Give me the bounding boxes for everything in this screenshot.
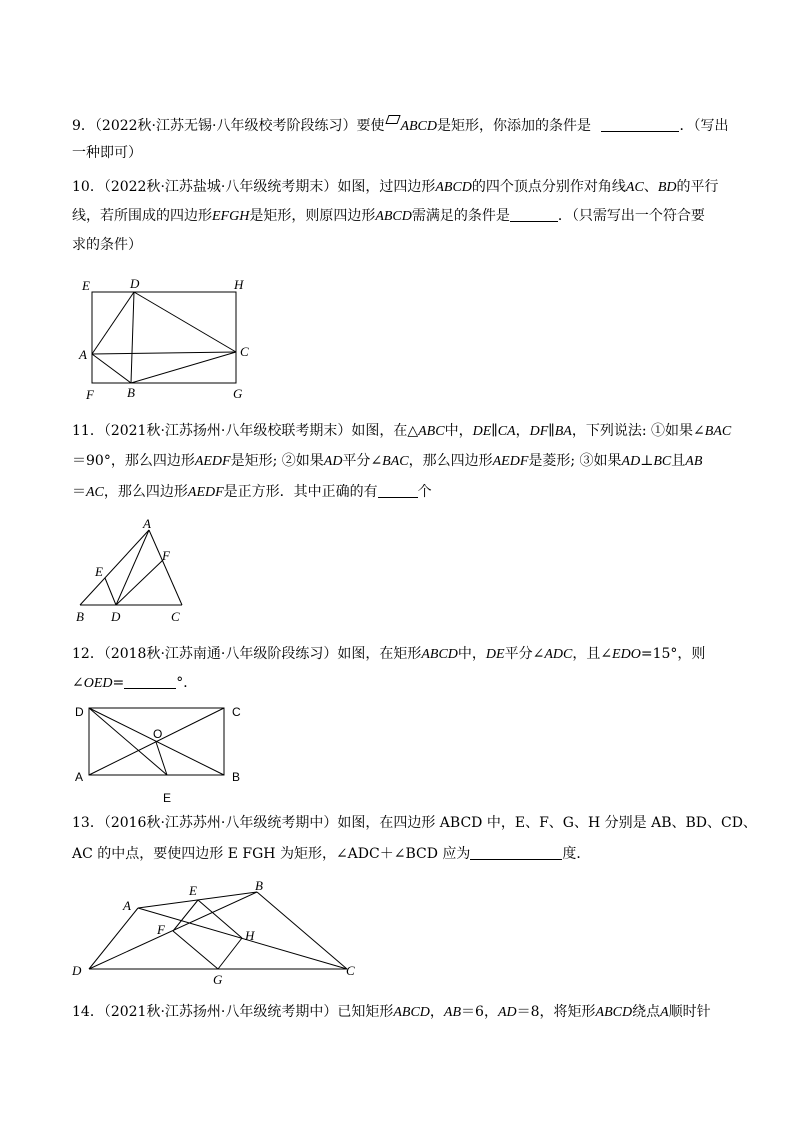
rect-efgh (92, 292, 236, 383)
diagonal-bd (131, 292, 134, 383)
q13-line2-b: 度． (562, 846, 591, 862)
q9-text-a: 要使 (356, 118, 385, 134)
label-c: C (232, 705, 241, 719)
q10-text-c: 的平行 (676, 179, 719, 195)
segment-ba (80, 530, 149, 605)
q11-text-a: 如图，在 (351, 423, 408, 439)
q11-ba: BA (554, 424, 572, 439)
q11-angle-bac: ∠BAC (693, 424, 732, 439)
segment-ac (149, 530, 182, 605)
q11-line2-d: ，那么四边形 (408, 453, 493, 469)
q10-name1: ABCD (435, 180, 472, 195)
q11-line2-b: 是矩形; ②如果 (230, 453, 324, 469)
q12-answer-blank[interactable] (124, 674, 176, 689)
q11-source: （2021秋·江苏扬州·八年级校联考期末） (103, 423, 352, 439)
q14-eq1: ＝6， (461, 1004, 498, 1020)
q12-figure-svg (72, 702, 252, 806)
q10-line-1 (72, 177, 722, 198)
q9-line2: 一种即可） (72, 145, 142, 161)
q14-text-a: 已知矩形 (337, 1004, 394, 1020)
label-c: C (240, 344, 249, 359)
label-b: B (127, 385, 135, 400)
q9-number: 9． (72, 118, 95, 134)
q10-bd: BD (657, 180, 677, 195)
label-b: B (255, 878, 263, 893)
q14-line-1 (72, 1002, 722, 1023)
segment-ef (173, 900, 198, 931)
q14-name1: ABCD (393, 1005, 430, 1020)
q11-aedf3: AEDF (187, 485, 224, 500)
label-e: E (82, 278, 90, 293)
q11-ac: AC (86, 485, 104, 500)
diagonal-ac (92, 352, 236, 354)
q11-angle-bac2: ∠BAC (370, 454, 409, 469)
label-d: D (111, 609, 121, 624)
q14-ad: AD (497, 1005, 517, 1020)
q11-line2-f: 且 (671, 453, 686, 469)
label-g: G (213, 972, 223, 987)
q13-answer-blank[interactable] (470, 845, 562, 860)
q12-name: ABCD (421, 647, 458, 662)
q10-line2-b: 是矩形，则原四边形 (249, 208, 376, 224)
q12-line-2 (72, 673, 722, 694)
q11-answer-blank[interactable] (378, 483, 418, 498)
q11-aedf1: AEDF (194, 454, 231, 469)
q11-par1: ∥ (491, 423, 498, 439)
q12-angle-oed: ∠OED (72, 676, 113, 691)
q14-ab: AB (443, 1005, 462, 1020)
q10-text-a: 如图，过四边形 (337, 179, 436, 195)
q11-line3-d: 个 (417, 484, 432, 500)
q13-figure (68, 878, 368, 990)
segment-cb (131, 352, 236, 383)
q11-line-3 (72, 482, 722, 503)
q12-text-c: 平分 (504, 646, 533, 662)
q12-line-1 (72, 644, 722, 665)
label-f: F (86, 387, 94, 402)
q11-line3-a: ＝ (72, 484, 86, 500)
q9-name: ABCD (400, 119, 438, 134)
label-c: C (171, 609, 180, 624)
q14-eq2: ＝8，将矩形 (516, 1004, 596, 1020)
q10-figure (70, 272, 270, 404)
q13-line-2 (72, 844, 722, 864)
q11-de: DE (472, 424, 492, 439)
q12-angle-adc: ∠ADC (532, 647, 573, 662)
q11-comma: ， (515, 423, 530, 439)
label-a: A (75, 770, 84, 784)
q11-figure (70, 515, 200, 627)
q11-line-2 (72, 451, 722, 472)
segment-dc (134, 292, 236, 352)
q11-par2: ∥ (548, 423, 555, 439)
q11-line3-c: 是正方形．其中正确的有 (223, 484, 378, 500)
segment-da (89, 908, 138, 969)
q10-text-b: 的四个顶点分别作对角线 (471, 179, 626, 195)
label-e: E (95, 564, 103, 579)
q14-a: A (660, 1005, 669, 1020)
q9-text-c: ．（写出 (679, 118, 729, 134)
q11-text-c: ，下列说法: ①如果 (571, 423, 694, 439)
q13-text-a: 如图，在四边形 ABCD 中，E、F、G、H 分别是 AB、BD、CD、 (337, 815, 757, 831)
label-b: B (232, 770, 241, 784)
q11-number: 11． (72, 423, 104, 439)
q12-de: DE (485, 647, 505, 662)
q11-df: DF (529, 424, 549, 439)
parallelogram-icon (386, 115, 401, 124)
q12-eq: = (112, 675, 125, 691)
label-a: A (79, 347, 87, 362)
segment-de (89, 708, 167, 775)
q11-text-b: 中， (444, 423, 473, 439)
label-a: A (123, 898, 131, 913)
label-h: H (234, 277, 244, 292)
diagonal-ac (138, 908, 347, 969)
q14-name2: ABCD (595, 1005, 633, 1020)
q10-line3: 求的条件） (72, 237, 142, 253)
q12-text-e: =15°，则 (640, 646, 706, 662)
q11-line2-c: 平分 (342, 453, 371, 469)
q11-aedf2: AEDF (492, 454, 529, 469)
q11-ab: AB (685, 454, 703, 469)
label-f: F (162, 548, 170, 563)
q13-number: 13． (72, 815, 104, 831)
q10-sep: 、 (643, 179, 658, 195)
q14-comma1: ， (429, 1004, 444, 1020)
q11-line2-e: 是菱形; ③如果 (528, 453, 622, 469)
segment-gh (218, 938, 242, 969)
q10-line-3 (72, 235, 722, 255)
q10-ac: AC (625, 180, 644, 195)
label-b: B (76, 609, 84, 624)
q10-name2: ABCD (375, 209, 412, 224)
q10-line2-a: 线，若所围成的四边形 (72, 208, 212, 224)
label-g: G (233, 386, 243, 401)
q11-line3-b: ，那么四边形 (103, 484, 188, 500)
q9-answer-blank[interactable] (601, 117, 679, 132)
label-a: A (143, 516, 151, 531)
q10-source: （2022秋·江苏盐城·八年级统考期末） (103, 179, 338, 195)
q14-source: （2021秋·江苏扬州·八年级统考期中） (103, 1004, 338, 1020)
q10-answer-blank[interactable] (510, 207, 558, 222)
label-d: D (130, 276, 140, 291)
q9-text-b: 是矩形，你添加的条件是 (437, 118, 592, 134)
q12-angle-edo: ∠EDO (600, 647, 641, 662)
label-e: E (189, 883, 197, 898)
q11-tri: △ABC (407, 424, 445, 439)
segment-ad (116, 530, 149, 605)
q12-text-b: 中， (457, 646, 486, 662)
q10-line2-d: ．（只需写出一个符合要 (557, 208, 705, 224)
label-h: H (245, 928, 255, 943)
q14-text-b: 绕点 (632, 1004, 661, 1020)
label-d: D (72, 963, 82, 978)
q12-text-a: 如图，在矩形 (337, 646, 422, 662)
q12-number: 12． (72, 646, 104, 662)
q11-adbc: AD⊥BC (621, 454, 672, 469)
q11-line-1 (72, 421, 732, 442)
segment-ad (92, 292, 134, 354)
q9-source: （2022秋·江苏无锡·八年级校考阶段练习） (94, 118, 357, 134)
q10-line2-c: 需满足的条件是 (411, 208, 510, 224)
q12-source: （2018秋·江苏南通·八年级阶段练习） (103, 646, 338, 662)
label-e: E (163, 791, 172, 805)
label-f: F (157, 922, 165, 937)
q9-line-1 (72, 115, 729, 137)
label-d: D (75, 705, 84, 719)
label-c: C (346, 963, 355, 978)
q11-figure-svg (70, 515, 200, 627)
q10-figure-svg (70, 272, 270, 404)
q14-number: 14． (72, 1004, 104, 1020)
q12-text-d: ，且 (572, 646, 601, 662)
q10-efgh: EFGH (212, 209, 250, 224)
q14-text-c: 顺时针 (668, 1004, 711, 1020)
segment-de (105, 578, 116, 605)
q10-number: 10． (72, 179, 104, 195)
q13-line-1 (72, 813, 757, 833)
q11-ad: AD (323, 454, 343, 469)
q13-source: （2016秋·江苏苏州·八年级统考期中） (103, 815, 338, 831)
segment-ba (92, 354, 131, 383)
q13-line2-a: AC 的中点，要使四边形 E FGH 为矩形，∠ADC＋∠BCD 应为 (72, 846, 471, 862)
label-o: O (153, 727, 163, 741)
q12-figure (72, 702, 252, 806)
segment-df (116, 560, 163, 605)
segment-fg (173, 931, 218, 969)
q12-deg: °． (176, 675, 198, 691)
segment-bc (257, 892, 347, 969)
q10-line-2 (72, 206, 722, 227)
q11-ca: CA (497, 424, 516, 439)
q9-line-2 (72, 143, 722, 163)
q13-figure-svg (68, 878, 368, 990)
q11-line2-a: ＝90°，那么四边形 (72, 453, 195, 469)
